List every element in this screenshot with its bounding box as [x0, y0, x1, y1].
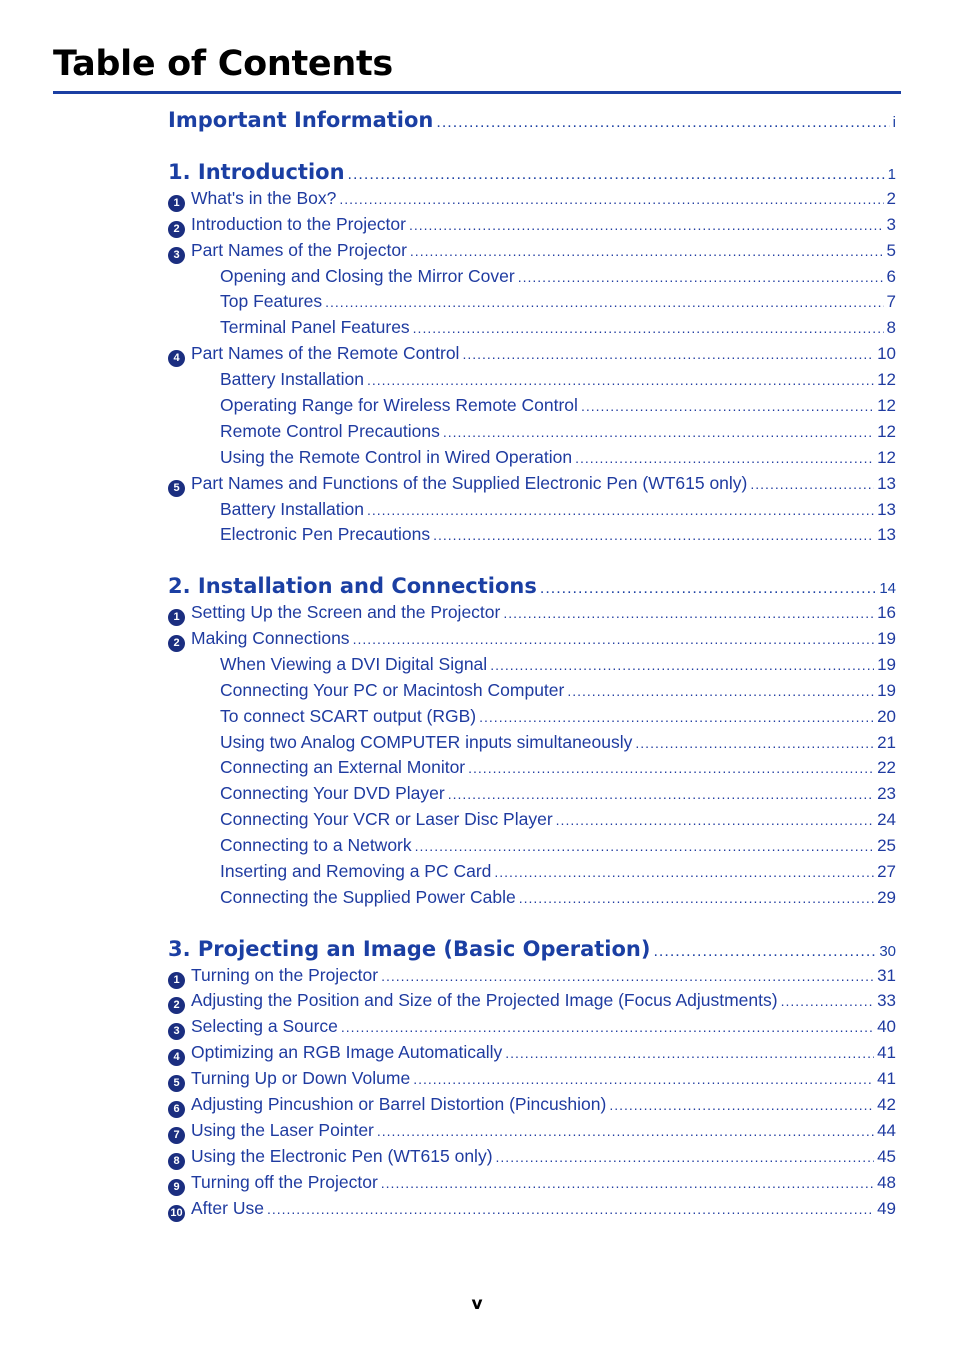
dot-leader [505, 1045, 874, 1061]
toc-entry-title [168, 574, 537, 598]
toc-entry[interactable] [168, 1068, 896, 1092]
dot-leader [381, 968, 874, 984]
toc-entry[interactable] [220, 421, 896, 445]
section-number-badge: 1 [168, 609, 185, 626]
toc-entry-label: Turning on the Projector [191, 965, 379, 985]
toc-entry-title [168, 602, 500, 626]
toc-entry-title [168, 1042, 502, 1066]
toc-page-number: 8 [886, 318, 896, 337]
toc-entry[interactable] [220, 783, 896, 807]
toc-entry[interactable] [220, 654, 896, 678]
toc-entry-title [220, 369, 364, 390]
toc-entry-label: 1. Introduction [168, 160, 345, 184]
toc-entry-title [220, 291, 322, 312]
toc-entry[interactable] [168, 214, 896, 238]
toc-entry-title [220, 266, 515, 287]
dot-leader [433, 527, 874, 543]
toc-entry-label: 3. Projecting an Image (Basic Operation) [168, 937, 651, 961]
toc-entry[interactable] [220, 499, 896, 523]
toc-entry[interactable] [220, 291, 896, 315]
dot-leader [413, 1071, 874, 1087]
toc-entry-label: Selecting a Source [191, 1016, 338, 1036]
toc-entry[interactable] [220, 887, 896, 911]
toc-page-number: 19 [877, 629, 896, 648]
toc-entry-label: Part Names of the Projector [191, 240, 407, 260]
page-number: v [471, 1294, 483, 1314]
toc-page-number: 42 [877, 1095, 896, 1114]
toc-entry[interactable] [168, 1198, 896, 1222]
toc-page-number: 19 [877, 655, 896, 674]
toc-entry-title [168, 937, 650, 961]
toc-entry[interactable] [168, 343, 896, 367]
toc-page-number: 12 [877, 448, 896, 467]
toc-entry[interactable] [168, 188, 896, 212]
toc-entry-label: Using the Laser Pointer [191, 1120, 374, 1140]
toc-entry-label: Important Information [168, 108, 434, 132]
section-number-badge: 10 [168, 1205, 185, 1222]
toc-entry[interactable] [220, 317, 896, 341]
toc-page-number: 24 [877, 810, 896, 829]
toc-entry-title [168, 1198, 264, 1222]
toc-page-number: 1 [887, 166, 896, 183]
toc-entry[interactable] [220, 732, 896, 756]
toc-page-number: 10 [877, 344, 896, 363]
dot-leader [518, 269, 884, 285]
toc-page-number: 12 [877, 396, 896, 415]
dot-leader [581, 398, 874, 414]
toc-entry-title [168, 160, 345, 184]
toc-entry-title [220, 524, 430, 545]
toc-entry-title [220, 654, 487, 675]
section-number-badge: 2 [168, 997, 185, 1014]
dot-leader [436, 114, 889, 132]
dot-leader [567, 683, 874, 699]
dot-leader [409, 217, 884, 233]
toc-entry[interactable] [168, 1172, 896, 1196]
toc-entry-label: Connecting Your VCR or Laser Disc Player [220, 809, 553, 829]
toc-page-number: 29 [877, 888, 896, 907]
toc-page-number: 30 [879, 943, 896, 960]
toc-page-number: 5 [886, 241, 896, 260]
dot-leader [540, 580, 876, 598]
dot-leader [381, 1175, 874, 1191]
toc-page-number: 27 [877, 862, 896, 881]
toc-entry-label: Connecting to a Network [220, 835, 412, 855]
toc-entry-title [220, 447, 572, 468]
toc-entry-title [168, 990, 778, 1014]
toc-entry-title [168, 240, 407, 264]
toc-entry-label: Using the Remote Control in Wired Operation [220, 447, 573, 467]
toc-entry-title [168, 108, 433, 132]
dot-leader [377, 1123, 874, 1139]
section-number-badge: 5 [168, 1075, 185, 1092]
section-number-badge: 1 [168, 972, 185, 989]
toc-entry-title [168, 1016, 338, 1040]
dot-leader [503, 605, 874, 621]
toc-entry-title [168, 1146, 493, 1170]
toc-entry-label: Connecting Your PC or Macintosh Computer [220, 680, 565, 700]
toc-chapter-entry[interactable] [168, 574, 896, 598]
section-number-badge: 6 [168, 1101, 185, 1118]
toc-page-number: 7 [886, 292, 896, 311]
toc-entry-title [168, 1172, 378, 1196]
toc-entry-title [220, 395, 578, 416]
toc-entry-title [220, 861, 491, 882]
toc-entry-title [220, 757, 465, 778]
toc-entry[interactable] [220, 706, 896, 730]
toc-entry[interactable] [220, 809, 896, 833]
dot-leader [415, 838, 874, 854]
dot-leader [367, 502, 874, 518]
toc-page-number: 49 [877, 1199, 896, 1218]
toc-page-number: 13 [877, 500, 896, 519]
section-number-badge: 4 [168, 1049, 185, 1066]
toc-entry-label: Using the Electronic Pen (WT615 only) [191, 1146, 493, 1166]
toc-entry[interactable] [168, 1094, 896, 1118]
toc-page-number: 44 [877, 1121, 896, 1140]
toc-page-number: 22 [877, 758, 896, 777]
toc-entry[interactable] [168, 628, 896, 652]
dot-leader [490, 657, 874, 673]
toc-entry-title [168, 628, 350, 652]
dot-leader [479, 709, 874, 725]
dot-leader [267, 1201, 874, 1217]
toc-entry[interactable] [168, 990, 896, 1014]
toc-entry-title [220, 421, 440, 442]
toc-entry-title [220, 835, 412, 856]
toc-entry-title [168, 188, 336, 212]
toc-entry-label: Turning Up or Down Volume [191, 1068, 411, 1088]
toc-entry-label: Turning off the Projector [191, 1172, 378, 1192]
toc-entry-title [220, 499, 364, 520]
toc-chapter-entry[interactable] [168, 937, 896, 961]
toc-entry[interactable] [168, 240, 896, 264]
toc-entry[interactable] [168, 1120, 896, 1144]
toc-entry[interactable] [168, 1042, 896, 1066]
toc-page-number: 41 [877, 1043, 896, 1062]
toc-entry-label: Part Names and Functions of the Supplied Electronic Pen (WT615 only) [191, 473, 748, 493]
toc-entry[interactable] [168, 602, 896, 626]
dot-leader [339, 191, 883, 207]
dot-leader [413, 320, 884, 336]
toc-entry-title [168, 343, 459, 367]
toc-entry-title [220, 783, 445, 804]
toc-entry-label: 2. Installation and Connections [168, 574, 537, 598]
toc-page-number: 40 [877, 1017, 896, 1036]
dot-leader [367, 372, 874, 388]
toc-entry-title [168, 473, 747, 497]
toc-entry-label: Introduction to the Projector [191, 214, 406, 234]
toc-entry-label: When Viewing a DVI Digital Signal [220, 654, 488, 674]
dot-leader [448, 786, 874, 802]
toc-entry-label: Adjusting the Position and Size of the Projected Image (Focus Adjustments) [191, 990, 778, 1010]
toc-entry-label: Remote Control Precautions [220, 421, 440, 441]
toc-entry-label: Using two Analog COMPUTER inputs simultaneously [220, 732, 633, 752]
toc-entry[interactable] [220, 447, 896, 471]
toc-page-number: i [892, 114, 896, 131]
toc-entry-title [220, 317, 410, 338]
toc-entry-label: To connect SCART output (RGB) [220, 706, 477, 726]
toc-entry-title [220, 732, 632, 753]
toc-entry-title [220, 706, 476, 727]
toc-entry-label: After Use [191, 1198, 264, 1218]
toc-entry[interactable] [220, 861, 896, 885]
toc-chapter-entry[interactable] [168, 160, 896, 184]
dot-leader [781, 993, 875, 1009]
dot-leader [653, 943, 876, 961]
page-title: Table of Contents [53, 44, 393, 84]
toc-page-number: 33 [877, 991, 896, 1010]
toc-page-number: 14 [879, 580, 896, 597]
toc-entry-label: Operating Range for Wireless Remote Control [220, 395, 578, 415]
dot-leader [519, 890, 874, 906]
toc-entry[interactable] [168, 965, 896, 989]
dot-leader [410, 243, 884, 259]
section-number-badge: 1 [168, 195, 185, 212]
title-rule [53, 91, 901, 94]
toc-page-number: 2 [886, 189, 896, 208]
dot-leader [575, 450, 874, 466]
toc-entry-label: Battery Installation [220, 369, 364, 389]
toc-entry[interactable] [168, 1146, 896, 1170]
toc-page-number: 25 [877, 836, 896, 855]
toc-entry[interactable] [220, 680, 896, 704]
toc-entry-label: Making Connections [191, 628, 350, 648]
toc-page-number: 13 [877, 474, 896, 493]
toc-entry-label: Terminal Panel Features [220, 317, 410, 337]
toc-page-number: 3 [886, 215, 896, 234]
toc-page-number: 20 [877, 707, 896, 726]
dot-leader [496, 1149, 875, 1165]
toc-entry-title [220, 887, 516, 908]
toc-entry[interactable] [220, 369, 896, 393]
toc-page-number: 48 [877, 1173, 896, 1192]
section-number-badge: 7 [168, 1127, 185, 1144]
toc-entry-label: Electronic Pen Precautions [220, 524, 431, 544]
toc-entry-title [168, 214, 406, 238]
toc-entry-label: Connecting an External Monitor [220, 757, 466, 777]
dot-leader [494, 864, 874, 880]
toc-chapter-entry[interactable] [168, 108, 896, 132]
section-number-badge: 8 [168, 1153, 185, 1170]
toc-entry-label: Connecting Your DVD Player [220, 783, 445, 803]
dot-leader [341, 1019, 874, 1035]
toc-entry[interactable] [220, 266, 896, 290]
toc-entry[interactable] [220, 835, 896, 859]
toc-page-number: 31 [877, 966, 896, 985]
toc-entry-label: Inserting and Removing a PC Card [220, 861, 492, 881]
dot-leader [556, 812, 874, 828]
toc-page-number: 16 [877, 603, 896, 622]
toc-entry[interactable] [220, 395, 896, 419]
dot-leader [609, 1097, 874, 1113]
toc-entry-title [168, 965, 378, 989]
toc-entry[interactable] [220, 524, 896, 548]
toc-entry[interactable] [168, 1016, 896, 1040]
dot-leader [462, 346, 874, 362]
toc-page-number: 12 [877, 422, 896, 441]
toc-page-number: 21 [877, 733, 896, 752]
section-number-badge: 3 [168, 247, 185, 264]
dot-leader [750, 476, 874, 492]
toc-page-number: 19 [877, 681, 896, 700]
toc-entry-label: Adjusting Pincushion or Barrel Distortion (Pincushion) [191, 1094, 607, 1114]
toc-entry-label: Setting Up the Screen and the Projector [191, 602, 501, 622]
section-number-badge: 5 [168, 480, 185, 497]
toc-entry-label: Connecting the Supplied Power Cable [220, 887, 516, 907]
section-number-badge: 3 [168, 1023, 185, 1040]
toc-entry-title [168, 1068, 410, 1092]
section-number-badge: 9 [168, 1179, 185, 1196]
toc-entry[interactable] [168, 473, 896, 497]
toc-entry[interactable] [220, 757, 896, 781]
section-number-badge: 4 [168, 350, 185, 367]
toc-page-number: 13 [877, 525, 896, 544]
toc-entry-label: Top Features [220, 291, 323, 311]
toc-entry-title [168, 1094, 606, 1118]
toc-page-number: 41 [877, 1069, 896, 1088]
toc-entry-label: Opening and Closing the Mirror Cover [220, 266, 515, 286]
dot-leader [325, 294, 883, 310]
dot-leader [443, 424, 874, 440]
toc-entry-title [168, 1120, 374, 1144]
dot-leader [635, 735, 874, 751]
toc-page-number: 23 [877, 784, 896, 803]
toc-entry-label: Part Names of the Remote Control [191, 343, 460, 363]
toc-entry-title [220, 680, 564, 701]
toc-entry-title [220, 809, 553, 830]
section-number-badge: 2 [168, 221, 185, 238]
toc-page-number: 45 [877, 1147, 896, 1166]
toc-entry-label: Battery Installation [220, 499, 364, 519]
dot-leader [353, 631, 875, 647]
dot-leader [348, 166, 885, 184]
toc-entry-label: What's in the Box? [191, 188, 337, 208]
toc-entry-label: Optimizing an RGB Image Automatically [191, 1042, 503, 1062]
toc-page-number: 6 [886, 267, 896, 286]
toc-page-number: 12 [877, 370, 896, 389]
section-number-badge: 2 [168, 635, 185, 652]
dot-leader [468, 760, 874, 776]
